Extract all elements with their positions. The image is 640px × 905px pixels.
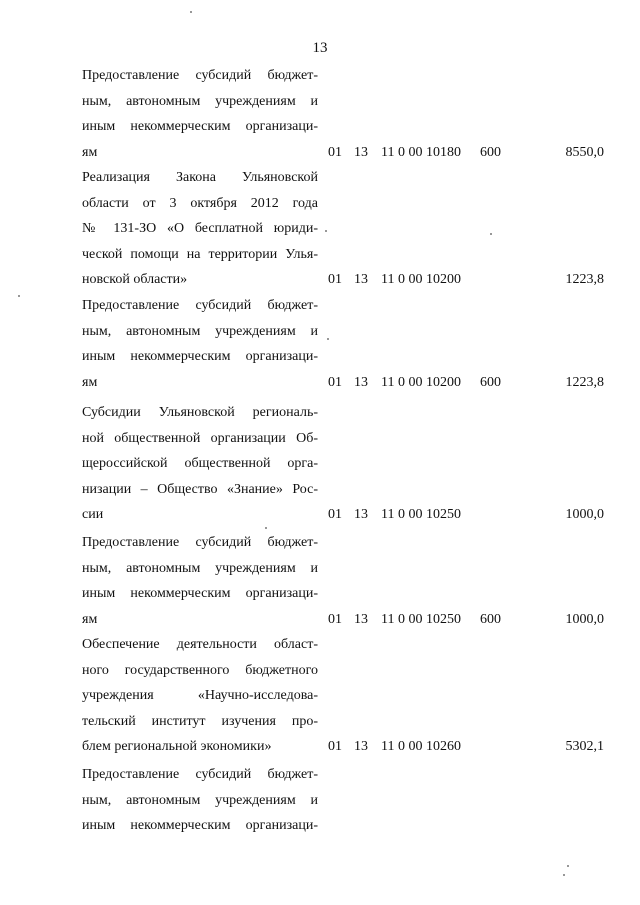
scan-speck [563, 874, 565, 876]
amount-value: 1000,0 [565, 507, 604, 522]
description-line: Предоставление субсидий бюджет- [82, 767, 318, 782]
row-description [82, 632, 318, 760]
scan-speck [265, 527, 267, 529]
description-line: тельский институт изучения про- [82, 713, 318, 729]
description-line: ческой помощи на территории Улья- [82, 246, 318, 262]
section-code: 01 [328, 144, 342, 160]
description-line: иным некоммерческим организаци- [82, 119, 318, 134]
row-description [82, 400, 318, 528]
description-line: Предоставление субсидий бюджет- [82, 298, 318, 313]
target-article-code: 11 0 00 10250 [381, 507, 461, 522]
description-line: № 131-ЗО «О бесплатной юриди- [82, 221, 318, 236]
description-line: Предоставление субсидий бюджет- [82, 535, 318, 550]
amount-value: 1000,0 [565, 611, 604, 627]
description-line: Реализация Закона Ульяновской [82, 170, 318, 185]
description-line: ным, автономным учреждениям и [82, 792, 318, 808]
description-line: ным, автономным учреждениям и [82, 93, 318, 109]
section-code: 01 [328, 507, 342, 522]
description-line: блем региональной экономики» [82, 739, 272, 754]
target-article-code: 11 0 00 10200 [381, 374, 461, 390]
target-article-code: 11 0 00 10260 [381, 739, 461, 754]
description-line: Субсидии Ульяновской региональ- [82, 405, 318, 420]
description-line: сии [82, 507, 104, 522]
amount-value: 5302,1 [565, 739, 604, 754]
description-line: иным некоммерческим организаци- [82, 818, 318, 833]
scan-speck [490, 233, 492, 235]
description-line: низации – Общество «Знание» Рос- [82, 481, 318, 497]
description-line: щероссийской общественной орга- [82, 456, 318, 471]
subsection-code: 13 [354, 144, 368, 160]
description-line: иным некоммерческим организаци- [82, 349, 318, 364]
expense-type-code: 600 [480, 374, 501, 390]
row-description [82, 293, 318, 395]
amount-value: 1223,8 [565, 272, 604, 287]
section-code: 01 [328, 272, 342, 287]
subsection-code: 13 [354, 507, 368, 522]
description-line: Предоставление субсидий бюджет- [82, 68, 318, 83]
amount-value: 1223,8 [565, 374, 604, 390]
description-line: ной общественной организации Об- [82, 430, 318, 446]
description-line: области от 3 октября 2012 года [82, 195, 318, 211]
description-line: ям [82, 144, 98, 160]
expense-type-code: 600 [480, 611, 501, 627]
scan-speck [567, 865, 569, 867]
description-line: ным, автономным учреждениям и [82, 560, 318, 576]
scan-speck [190, 11, 192, 13]
row-description [82, 762, 318, 839]
row-description [82, 63, 318, 165]
description-line: учреждения «Научно-исследова- [82, 688, 318, 703]
section-code: 01 [328, 739, 342, 754]
subsection-code: 13 [354, 272, 368, 287]
expense-type-code: 600 [480, 144, 501, 160]
subsection-code: 13 [354, 374, 368, 390]
section-code: 01 [328, 374, 342, 390]
description-line: иным некоммерческим организаци- [82, 586, 318, 601]
page-number: 13 [312, 40, 328, 56]
amount-value: 8550,0 [565, 144, 604, 160]
row-description [82, 530, 318, 632]
description-line: Обеспечение деятельности област- [82, 637, 318, 652]
scan-speck [325, 230, 327, 232]
section-code: 01 [328, 611, 342, 627]
scan-speck [327, 338, 329, 340]
target-article-code: 11 0 00 10250 [381, 611, 461, 627]
description-line: ям [82, 374, 98, 390]
description-line: ным, автономным учреждениям и [82, 323, 318, 339]
scan-speck [18, 295, 20, 297]
subsection-code: 13 [354, 739, 368, 754]
row-description [82, 165, 318, 293]
description-line: новской области» [82, 272, 188, 287]
target-article-code: 11 0 00 10200 [381, 272, 461, 287]
target-article-code: 11 0 00 10180 [381, 144, 461, 160]
description-line: ям [82, 611, 98, 627]
description-line: ного государственного бюджетного [82, 662, 318, 678]
subsection-code: 13 [354, 611, 368, 627]
